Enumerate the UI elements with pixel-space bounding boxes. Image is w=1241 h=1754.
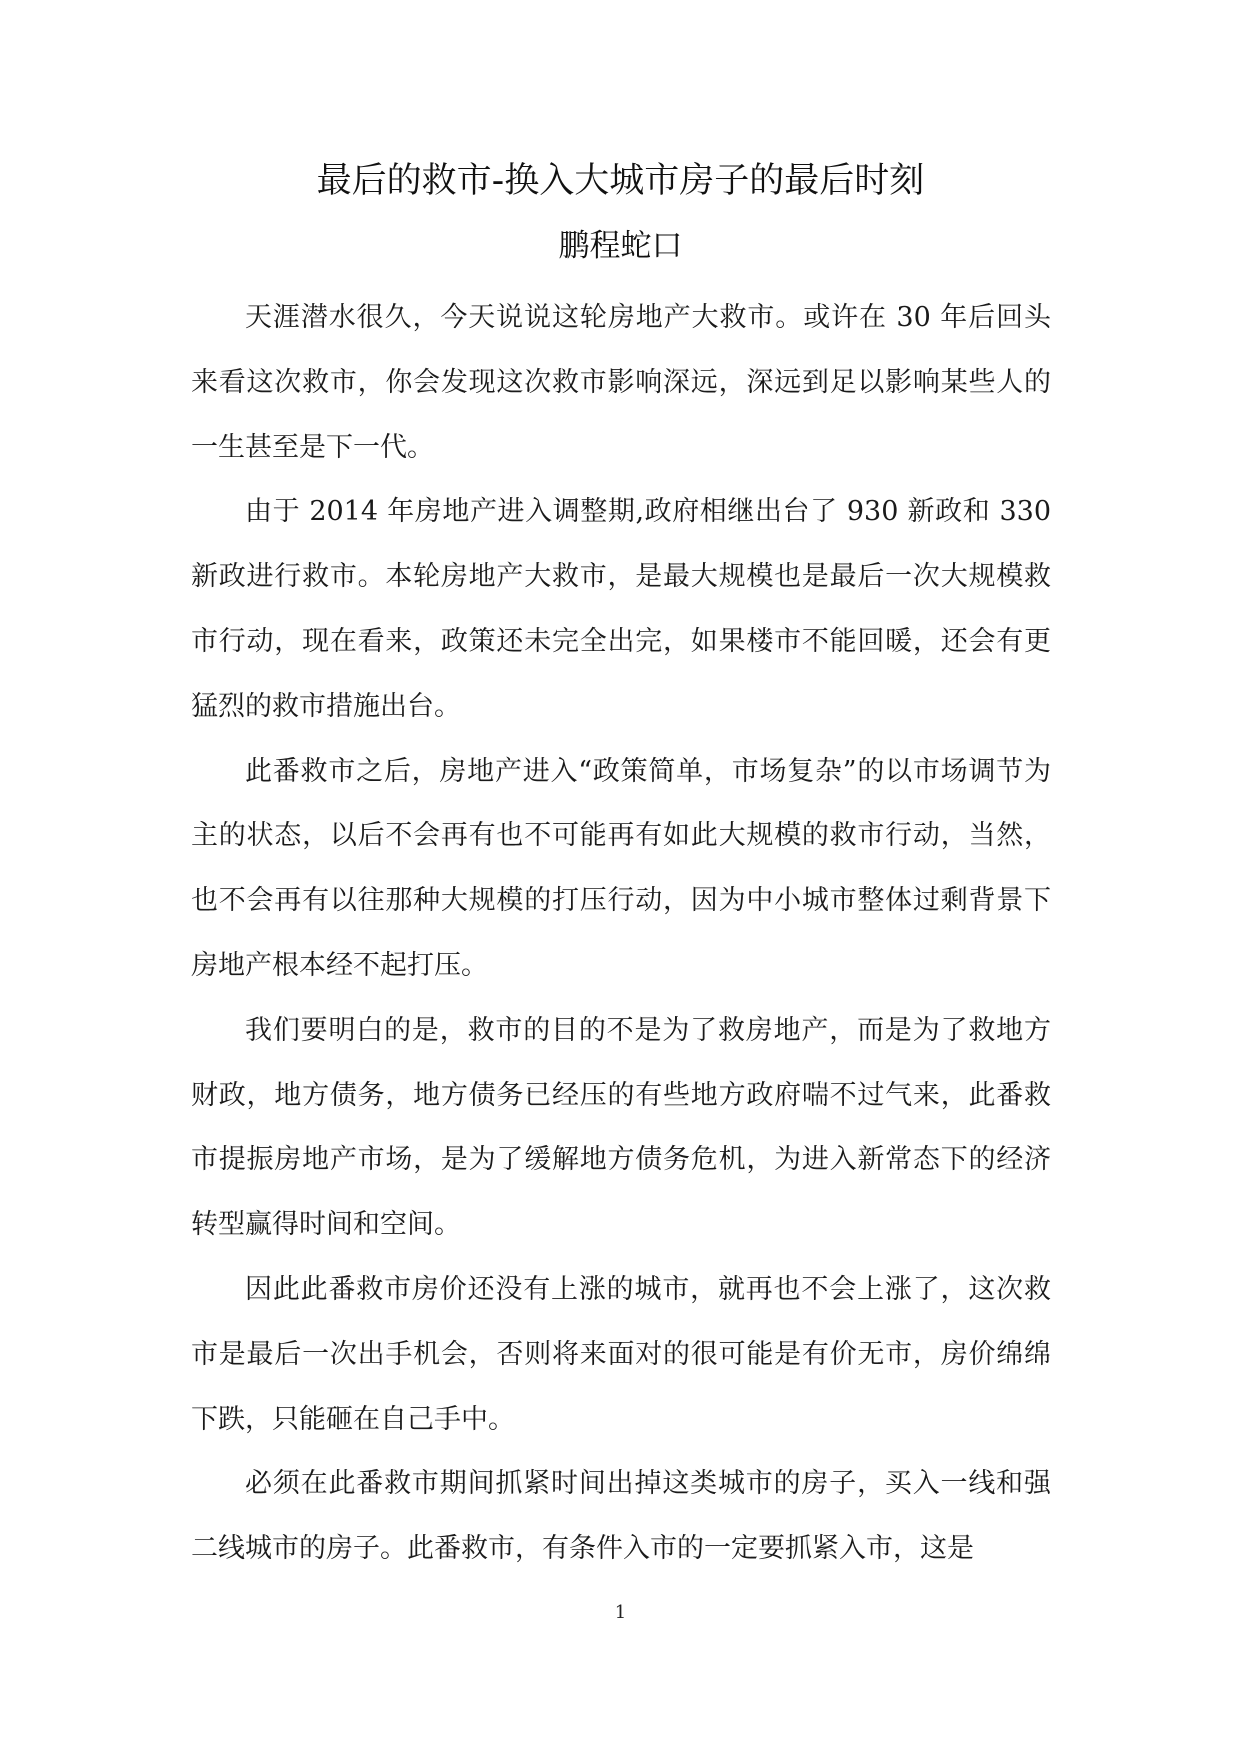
paragraph: 必须在此番救市期间抓紧时间出掉这类城市的房子，买入一线和强二线城市的房子。此番救市，有条件入市的一定要抓紧入市，这是 — [191, 1468, 1051, 1565]
paragraph: 此番救市之后，房地产进入“政策简单，市场复杂”的以市场调节为主的状态，以后不会再有也不可能再有如此大规模的救市行动，当然，也不会再有以往那种大规模的打压行动，因为中小城市整体过剩背景下房地产根本经不起打压。 — [191, 755, 1051, 981]
document-author: 鹏程蛇口 — [558, 228, 683, 264]
page-number: 1 — [614, 1602, 627, 1623]
paragraph: 天涯潜水很久，今天说说这轮房地产大救市。或许在 30 年后回头来看这次救市，你会发现这次救市影响深远，深远到足以影响某些人的一生甚至是下一代。 — [191, 302, 1051, 463]
paragraph: 由于 2014 年房地产进入调整期,政府相继出台了 930 新政和 330 新政进行救市。本轮房地产大救市，是最大规模也是最后一次大规模救市行动，现在看来，政策还未完全出完，如果楼市不能回暖，还会有更猛烈的救市措施出台。 — [191, 496, 1051, 722]
paragraph: 我们要明白的是，救市的目的不是为了救房地产，而是为了救地方财政，地方债务，地方债务已经压的有些地方政府喘不过气来，此番救市提振房地产市场，是为了缓解地方债务危机，为进入新常态下的经济转型赢得时间和空间。 — [191, 1014, 1051, 1241]
document-title: 最后的救市-换入大城市房子的最后时刻 — [316, 161, 925, 201]
document-body — [191, 286, 1051, 1582]
paragraph: 因此此番救市房价还没有上涨的城市，就再也不会上涨了，这次救市是最后一次出手机会，否则将来面对的很可能是有价无市，房价绵绵下跌，只能砸在自己手中。 — [191, 1273, 1051, 1435]
